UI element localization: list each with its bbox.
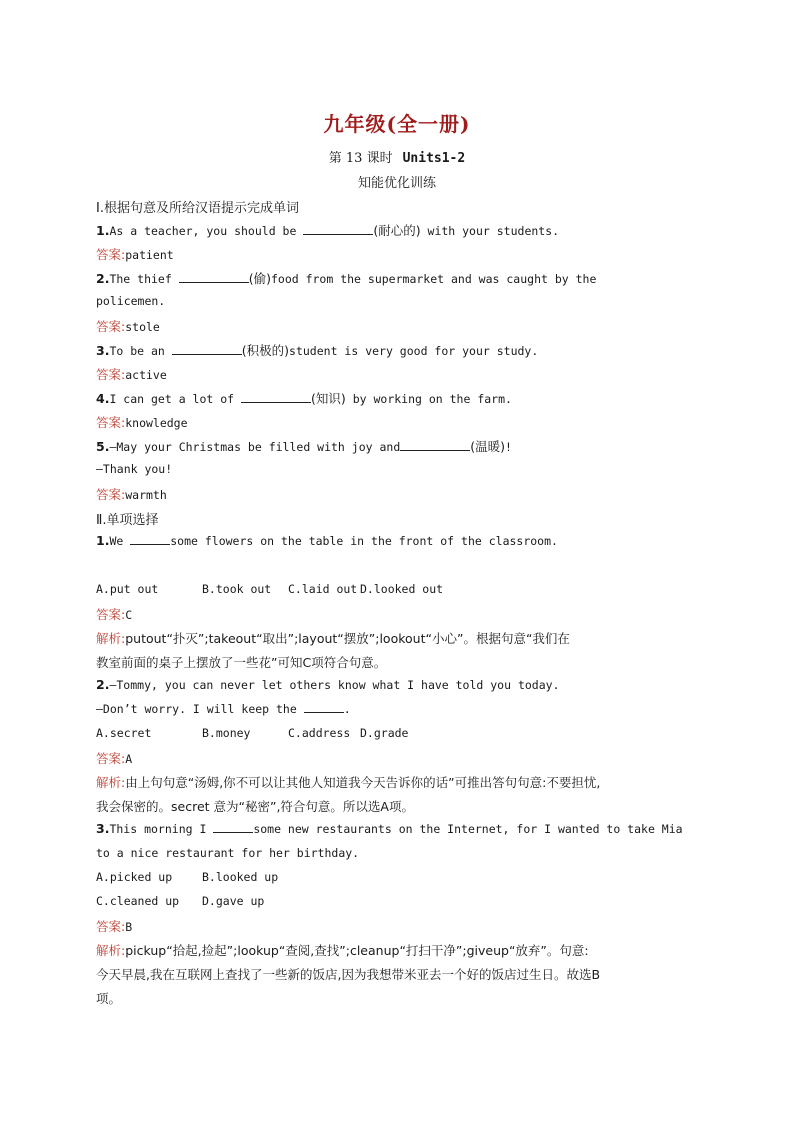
option-a: A.put out (96, 582, 159, 596)
option-c: C.cleaned up (96, 894, 180, 908)
s2-q3-analysis: 解析:pickup“拾起,捡起”;lookup“查阅,查找”;cleanup“打扫干净”;giveup“放弃”。句意: (96, 943, 589, 958)
s2-q1-answer: 答案:C (96, 607, 133, 622)
s2-q1: 1.We some flowers on the table in the front of the classroom. (96, 533, 558, 548)
option-d: D.grade (360, 726, 409, 740)
option-d: D.looked out (360, 582, 444, 596)
s2-q2-analysis-cont: 我会保密的。secret 意为“秘密”,符合句意。所以选A项。 (96, 799, 414, 814)
s2-q3: 3.This morning I some new restaurants on the Internet, for I wanted to take Mia (96, 821, 683, 836)
s1-q3-answer: 答案:active (96, 367, 167, 382)
s2-q2-answer: 答案:A (96, 751, 133, 766)
option-d: D.gave up (202, 894, 265, 908)
answer-blank (400, 439, 470, 451)
lesson-number: 第 13 课时 (328, 151, 393, 166)
option-b: B.money (202, 726, 251, 740)
lesson-subtitle (0, 147, 794, 166)
section1-heading: Ⅰ.根据句意及所给汉语提示完成单词 (96, 201, 299, 216)
s1-q3: 3.To be an (积极的)student is very good for your study. (96, 343, 539, 358)
option-b: B.took out (202, 582, 272, 596)
s1-q2: 2.The thief (偷)food from the supermarket and was caught by the (96, 271, 597, 286)
s1-q1: 1.As a teacher, you should be (耐心的) with your students. (96, 223, 560, 238)
s2-q1-analysis: 解析:putout“扑灭”;takeout“取出”;layout“摆放”;lookout“小心”。根据句意“我们在 (96, 631, 570, 646)
s1-q4: 4.I can get a lot of (知识) by working on the farm. (96, 391, 512, 406)
page-title: 九年级(全一册) (323, 112, 471, 136)
answer-blank (172, 343, 242, 355)
s1-q5: 5.—May your Christmas be filled with joy and (温暖)! (96, 439, 512, 454)
section-subtitle: 知能优化训练 (357, 176, 436, 191)
s2-q3-options-row2 (96, 893, 716, 908)
answer-blank (303, 223, 373, 235)
s2-q3-cont: to a nice restaurant for her birthday. (96, 846, 360, 860)
option-b: B.looked up (202, 870, 279, 884)
s1-q1-answer: 答案:patient (96, 247, 174, 262)
s2-q3-options-row1 (96, 869, 716, 884)
answer-blank (213, 821, 253, 833)
s2-q3-answer: 答案:B (96, 919, 133, 934)
s2-q2-analysis: 解析:由上句句意“汤姆,你不可以让其他人知道我今天告诉你的话”可推出答句句意:不要担忧, (96, 775, 601, 790)
option-a: A.picked up (96, 870, 173, 884)
option-c: C.address (288, 726, 351, 740)
answer-blank (179, 271, 249, 283)
s1-q5-answer: 答案:warmth (96, 487, 167, 502)
section2-heading: Ⅱ.单项选择 (96, 513, 159, 528)
s1-q5-reply: —Thank you! (96, 462, 173, 476)
s2-q1-analysis-cont: 教室前面的桌子上摆放了一些花”可知C项符合句意。 (96, 655, 387, 670)
units-label: Units1-2 (402, 151, 466, 166)
s2-q2-line2: —Don’t worry. I will keep the . (96, 702, 351, 716)
s2-q1-options (96, 581, 716, 596)
s1-q2-answer: 答案:stole (96, 319, 160, 334)
answer-blank (130, 533, 170, 545)
s2-q2-options (96, 725, 716, 740)
s1-q4-answer: 答案:knowledge (96, 415, 188, 430)
answer-blank (241, 391, 311, 403)
s2-q2: 2.—Tommy, you can never let others know what I have told you today. (96, 677, 560, 692)
s1-q2-cont: policemen. (96, 294, 166, 308)
option-a: A.secret (96, 726, 152, 740)
s2-q3-analysis-cont2: 项。 (96, 991, 122, 1006)
answer-blank (304, 701, 344, 713)
s2-q3-analysis-cont: 今天早晨,我在互联网上查找了一些新的饭店,因为我想带米亚去一个好的饭店过生日。故选B (96, 967, 601, 982)
option-c: C.laid out (288, 582, 358, 596)
